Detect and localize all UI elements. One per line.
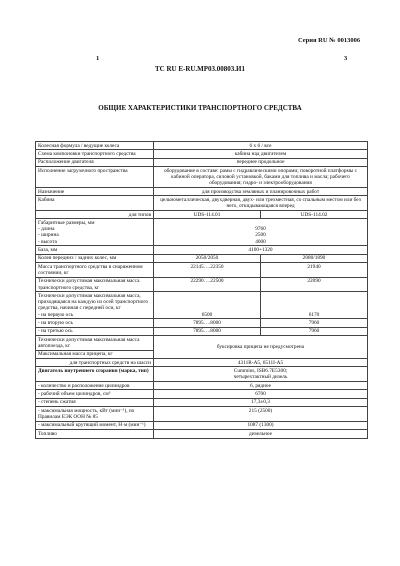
row-label: Кабина: [36, 196, 154, 211]
row-label: Назначение: [36, 187, 154, 195]
axle1-a: 6500: [154, 292, 261, 319]
table-row: [36, 263, 368, 278]
row-value: кабина над двигателем: [154, 150, 368, 158]
row-value: [154, 367, 368, 382]
max-mass-a: 22290….22500: [154, 277, 261, 292]
row-label: Технически допустимая максимальная масса транспортного средства, кг: [36, 277, 154, 292]
track-a: 2050/2050: [154, 254, 261, 262]
row-value: 6, рядное: [154, 382, 368, 390]
row-label: - рабочий объем цилиндров, см³: [36, 390, 154, 398]
row-label: - количество и расположение цилиндров: [36, 382, 154, 390]
table-row: [36, 319, 368, 327]
row-label: База, мм: [36, 246, 154, 254]
series-number: Серия RU № 0013006: [298, 37, 361, 44]
row-label: Максимальная масса прицепа, кг: [36, 350, 154, 358]
row-label: [36, 292, 154, 319]
table-row: [36, 390, 368, 398]
axle2-a: 7895….8000: [154, 319, 261, 327]
row-label: - максимальная мощность, кВт (мин⁻¹), по Правилам ЕЭК ООН № 85: [36, 407, 154, 422]
table-row: [36, 398, 368, 406]
table-row: [36, 430, 368, 438]
max-mass-b: 22090: [261, 277, 368, 292]
table-row: [36, 359, 368, 367]
table-row: [36, 367, 368, 382]
row-label: для типов: [36, 210, 154, 218]
row-label: Исполнение загрузочного пространства: [36, 167, 154, 188]
row-label: Колея передних / задних колес, мм: [36, 254, 154, 262]
width-label: - ширина: [38, 232, 59, 239]
row-value: для производства земляных и планировочных работ: [154, 187, 368, 195]
engine-brand: Cummins, ISB6.7E5300;: [233, 368, 288, 375]
row-label: Технически допустимая максимальная масса автопоезда, кг: [36, 336, 154, 351]
row-label: Расположение двигателя: [36, 158, 154, 166]
row-label: - на вторую ось: [36, 319, 154, 327]
table-row: [36, 158, 368, 166]
table-row: [36, 246, 368, 254]
table-row: [36, 336, 368, 351]
table-row: [36, 219, 368, 246]
row-value: цельнометаллическая, двухдверная, двух- или трехместная, со спальным местом или без него, откидывающаяся вперед: [154, 196, 368, 211]
table-row: [36, 254, 368, 262]
row-value: буксировка прицепа не предусмотрена: [154, 336, 368, 359]
table-row: [36, 421, 368, 429]
curb-mass-b: 21940: [261, 263, 368, 278]
table-row: [36, 167, 368, 188]
row-value: 4311R-A5, 6511I-A5: [154, 359, 368, 367]
table-row: [36, 187, 368, 195]
characteristics-table: [35, 141, 368, 439]
row-label: - максимальный крутящий момент, Н·м (мин⁻¹): [36, 421, 154, 429]
width-value: 2500: [255, 232, 266, 239]
axle3-b: 7960: [261, 327, 368, 335]
axle2-b: 7960: [261, 319, 368, 327]
row-label: Схема компоновки транспортного средства: [36, 150, 154, 158]
row-label: для транспортных средств на шасси: [36, 359, 154, 367]
table-row: [36, 277, 368, 292]
row-value: 1087 (1300): [154, 421, 368, 429]
row-value: оборудование в составе: рамы с гидравлическими опорами; поворотной платформы с кабиной оператора, силовой установкой, баками для топлива и масла; рабочего оборудования; гидро- и электрооборудования: [154, 167, 368, 188]
row-label: [36, 219, 154, 246]
length-value: 9760: [255, 226, 266, 233]
axle3-a: 7895….8000: [154, 327, 261, 335]
table-row: [36, 210, 368, 218]
curb-mass-a: 22145….22350: [154, 263, 261, 278]
document-number: ТС RU E-RU.МР03.00803.И1: [154, 65, 246, 73]
row-label: Колесная формула / ведущие колеса: [36, 142, 154, 150]
row-value: [154, 219, 368, 246]
table-row: [36, 150, 368, 158]
row-label: - степень сжатия: [36, 398, 154, 406]
row-label: Двигатель внутреннего сгорания (марка, тип): [36, 367, 154, 382]
row-label: Масса транспортного средства в снаряженном состоянии, кг: [36, 263, 154, 278]
row-value: 215 (2500): [154, 407, 368, 422]
type-b: UDS-114.02: [261, 210, 368, 218]
table-row: [36, 196, 368, 211]
height-value: 4000: [255, 238, 266, 245]
row-value: 6 х 6 / все: [154, 142, 368, 150]
type-a: UDS-114.01: [154, 210, 261, 218]
height-label: - высота: [38, 238, 57, 245]
engine-type: четырехтактный дизель: [233, 374, 288, 381]
row-value: 4100+1320: [154, 246, 368, 254]
length-label: - длина: [38, 226, 55, 233]
row-label: Топливо: [36, 430, 154, 438]
axle-mass-label: Технически допустимая максимальная масса, приходящаяся на каждую из осей транспортного средства, начиная с передней оси, кг: [38, 292, 149, 312]
row-value: дизельное: [154, 430, 368, 438]
row-value: 6700: [154, 390, 368, 398]
track-b: 2080/1890: [261, 254, 368, 262]
page-title: ОБЩИЕ ХАРАКТЕРИСТИКИ ТРАНСПОРТНОГО СРЕДСТВА: [98, 104, 302, 112]
table-row: [36, 327, 368, 335]
dims-label: Габаритные размеры, мм: [38, 219, 95, 226]
page-number-right: 3: [344, 55, 348, 62]
table-row: [36, 407, 368, 422]
table-row: [36, 142, 368, 150]
axle1-b: 6170: [261, 292, 368, 319]
row-label: - на третью ось: [36, 327, 154, 335]
row-value: переднее продольное: [154, 158, 368, 166]
table-row: [36, 292, 368, 319]
page-number-left: 1: [96, 55, 100, 62]
axle1-label: - на первую ось: [38, 311, 74, 318]
row-value: 17,3±0,3: [154, 398, 368, 406]
table-row: [36, 382, 368, 390]
